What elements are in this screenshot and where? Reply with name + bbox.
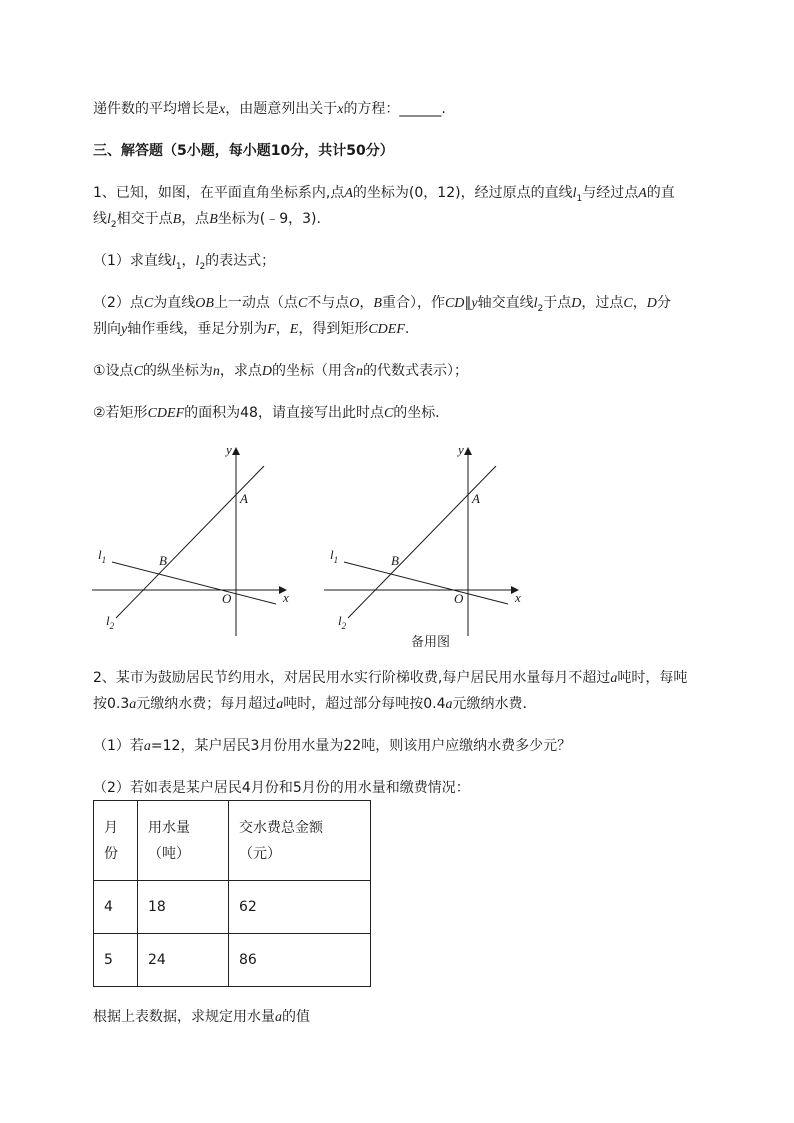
label-x: x bbox=[283, 590, 289, 605]
label-B: B bbox=[159, 553, 167, 568]
label-A: A bbox=[240, 491, 248, 506]
table-row bbox=[94, 881, 371, 934]
q2-part1: （1）若a=12，某户居民3月份用水量为22吨，则该用户应缴纳水费多少元？ bbox=[93, 738, 572, 754]
label-O: O bbox=[454, 591, 464, 606]
figure-svg bbox=[90, 440, 305, 645]
cell-month: 4 bbox=[94, 881, 138, 934]
cell-usage: 24 bbox=[138, 934, 229, 987]
label-l1: $l_1$ bbox=[98, 547, 107, 565]
line-l1 bbox=[112, 562, 276, 604]
cell-fee: 86 bbox=[229, 934, 371, 987]
line-l1 bbox=[344, 562, 508, 604]
label-l2: $l_2$ bbox=[106, 613, 115, 631]
cell-fee: 62 bbox=[229, 881, 371, 934]
header-cell-month: 月 份 bbox=[94, 801, 138, 881]
figure-svg bbox=[322, 440, 537, 645]
q2-line2: 按0.3a元缴纳水费；每月超过a吨时，超过部分每吨按0.4a元缴纳水费． bbox=[93, 696, 537, 712]
section-heading: 三、解答题（5小题，每小题10分，共计50分） bbox=[93, 143, 394, 159]
label-l2: $l_2$ bbox=[338, 613, 347, 631]
coordinate-figure-spare bbox=[322, 440, 537, 649]
q2-part2: （2）若如表是某户居民4月份和5月份的用水量和缴费情况： bbox=[93, 780, 470, 796]
cell-usage: 18 bbox=[138, 881, 229, 934]
var-x: x bbox=[219, 102, 226, 117]
q2-line1: 2、某市为鼓励居民节约用水，对居民用水实行阶梯收费,每户居民用水量每月不超过a吨时，每吨 bbox=[93, 670, 688, 686]
label-l1: $l_1$ bbox=[330, 547, 339, 565]
q1-sub1: ①设点C的纵坐标为n，求点D的坐标（用含n的代数式表示）； bbox=[93, 363, 469, 379]
q2-final: 根据上表数据，求规定用水量a的值 bbox=[93, 1009, 310, 1025]
label-x: x bbox=[515, 590, 521, 605]
water-usage-table bbox=[93, 800, 371, 987]
q1-line1: 1、已知，如图，在平面直角坐标系内,点A的坐标为(0，12)，经过原点的直线$l_1$与经过点A的直 bbox=[93, 185, 675, 204]
coordinate-figure-main bbox=[90, 440, 305, 649]
text: 递件数的平均增长是 bbox=[93, 101, 219, 117]
q1-part2-line2: 别向y轴作垂线，垂足分别为F，E，得到矩形CDEF. bbox=[93, 321, 410, 337]
q1-sub2: ②若矩形CDEF的面积为48，请直接写出此时点C的坐标． bbox=[93, 405, 450, 421]
label-O: O bbox=[222, 591, 232, 606]
label-y: y bbox=[226, 442, 232, 457]
var-x: x bbox=[337, 102, 344, 117]
q1-part2-line1: （2）点C为直线OB上一动点（点C不与点O，B重合），作CD∥y轴交直线$l_2$于点D，过点C，D分 bbox=[93, 295, 671, 314]
cell-month: 5 bbox=[94, 934, 138, 987]
label-y: y bbox=[458, 442, 464, 457]
header-cell-fee: 交水费总金额 （元） bbox=[229, 801, 371, 881]
label-B: B bbox=[391, 553, 399, 568]
table-header-row bbox=[94, 801, 371, 881]
q1-line2: 线$l_2$相交于点B，点B坐标为(﹣9，3). bbox=[93, 211, 321, 230]
table-row bbox=[94, 934, 371, 987]
intro-line bbox=[93, 99, 446, 120]
q1-part1: （1）求直线$l_1$，$l_2$的表达式； bbox=[93, 253, 276, 272]
figure-caption: 备用图 bbox=[411, 635, 451, 650]
text: 的方程：______. bbox=[343, 101, 446, 117]
label-A: A bbox=[472, 491, 480, 506]
text: ，由题意列出关于 bbox=[225, 101, 338, 117]
header-cell-usage: 用水量 （吨） bbox=[138, 801, 229, 881]
